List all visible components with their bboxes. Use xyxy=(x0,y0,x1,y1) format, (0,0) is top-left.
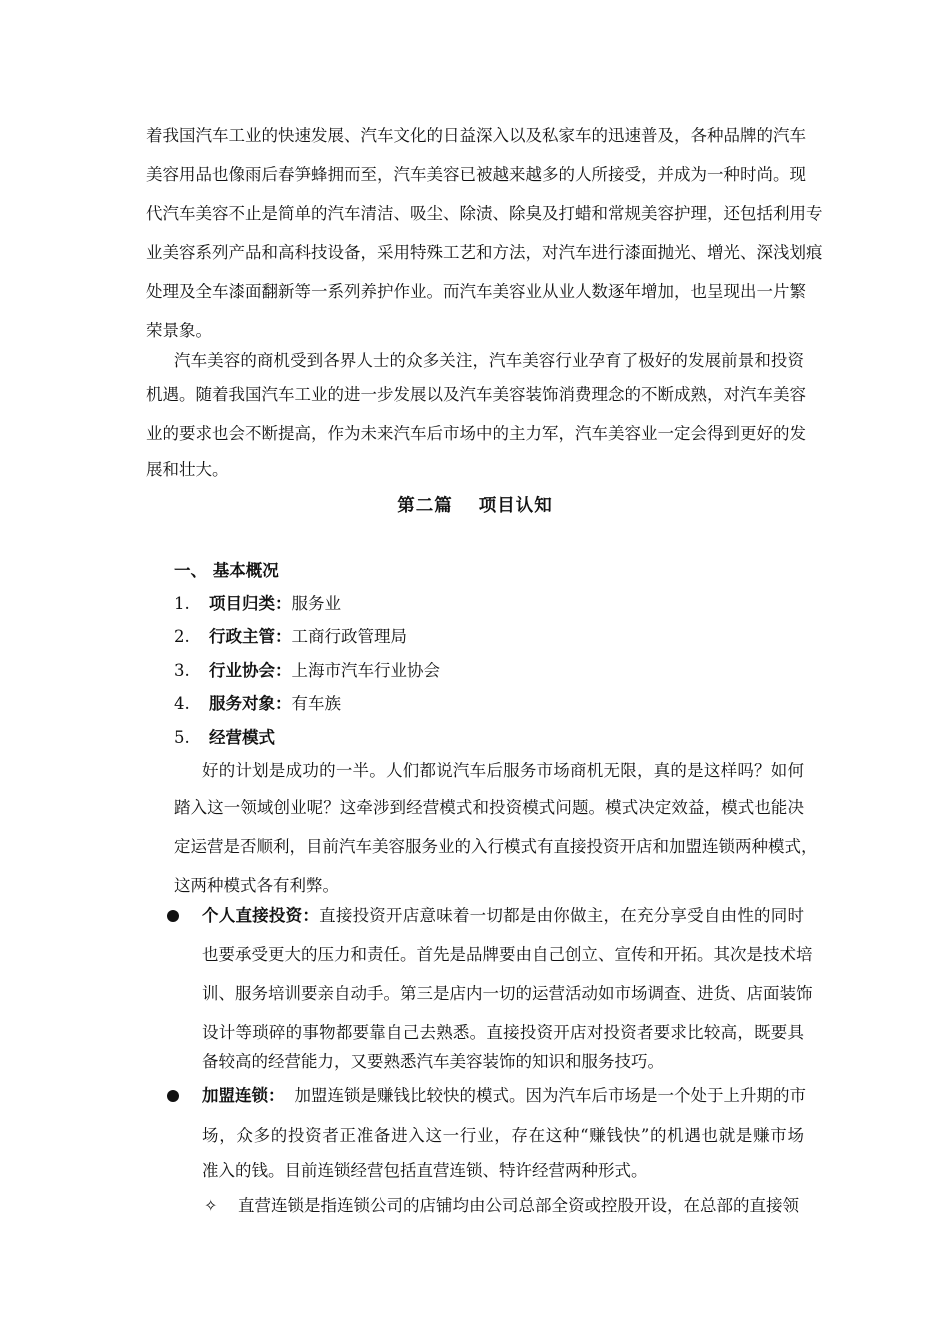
bullet-label: 个人直接投资： xyxy=(202,906,320,925)
item-label: 服务对象： xyxy=(209,694,292,713)
list-item xyxy=(174,694,341,714)
intro-line: 处理及全车漆面翻新等一系列养护作业。而汽车美容业从业人数逐年增加，也呈现出一片繁 xyxy=(146,282,806,301)
intro-line: 荣景象。 xyxy=(146,321,212,340)
item-label: 行政主管： xyxy=(209,627,292,646)
intro-line: 业美容系列产品和高科技设备，采用特殊工艺和方法，对汽车进行漆面抛光、增光、深浅划痕 xyxy=(146,243,823,262)
intro-line: 代汽车美容不止是简单的汽车清洁、吸尘、除渍、除臭及打蜡和常规美容护理，还包括利用专 xyxy=(146,204,823,223)
bullet-line: 场，众多的投资者正准备进入这一行业，存在这种“赚钱快”的机遇也就是赚市场 xyxy=(202,1126,804,1145)
bullet-text: 直接投资开店意味着一切都是由你做主，在充分享受自由性的同时 xyxy=(319,906,805,925)
chapter-title: 项目认知 xyxy=(478,496,553,516)
bullet-line: 设计等琐碎的事物都要靠自己去熟悉。直接投资开店对投资者要求比较高，既要具 xyxy=(202,1023,804,1042)
item-number: 1. xyxy=(174,594,190,613)
intro-line: 业的要求也会不断提高，作为未来汽车后市场中的主力军，汽车美容业一定会得到更好的发 xyxy=(146,424,806,443)
item-value: 工商行政管理局 xyxy=(291,627,407,646)
bullet-text: 加盟连锁是赚钱比较快的模式。因为汽车后市场是一个处于上升期的市 xyxy=(294,1086,806,1105)
section-title: 一、 基本概况 xyxy=(174,561,279,580)
intro-line: 美容用品也像雨后春笋蜂拥而至，汽车美容已被越来越多的人所接受，并成为一种时尚。现 xyxy=(146,165,806,184)
bullet-line: 准入的钱。目前连锁经营包括直营连锁、特许经营两种形式。 xyxy=(202,1161,648,1180)
body-line: 这两种模式各有利弊。 xyxy=(174,876,339,895)
list-item xyxy=(174,661,440,681)
sub-bullet-line: 直营连锁是指连锁公司的店铺均由公司总部全资或控股开设，在总部的直接领 xyxy=(238,1196,799,1215)
item-number: 2. xyxy=(174,627,190,646)
bullet-line xyxy=(202,1086,804,1106)
item-value: 上海市汽车行业协会 xyxy=(291,661,440,680)
body-line: 定运营是否顺利，目前汽车美容服务业的入行模式有直接投资开店和加盟连锁两种模式， xyxy=(174,837,818,856)
bullet-dot xyxy=(167,910,179,922)
intro-line: 着我国汽车工业的快速发展、汽车文化的日益深入以及私家车的迅速普及，各种品牌的汽车 xyxy=(146,126,806,145)
item-label: 经营模式 xyxy=(209,728,275,747)
intro-line: 展和壮大。 xyxy=(146,460,229,479)
item-value: 有车族 xyxy=(291,694,341,713)
item-number: 3. xyxy=(174,661,190,680)
bullet-line xyxy=(202,906,804,926)
item-value: 服务业 xyxy=(291,594,341,613)
intro-line: 机遇。随着我国汽车工业的进一步发展以及汽车美容装饰消费理念的不断成熟，对汽车美容 xyxy=(146,385,806,404)
list-item xyxy=(174,594,341,614)
list-item xyxy=(174,627,407,647)
diamond-bullet-icon: ✧ xyxy=(204,1196,218,1215)
bullet-line: 训、服务培训要亲自动手。第三是店内一切的运营活动如市场调查、进货、店面装饰 xyxy=(202,984,813,1003)
chapter-heading xyxy=(0,492,950,517)
item-number: 5. xyxy=(174,728,190,747)
item-label: 项目归类： xyxy=(209,594,292,613)
intro-line: 汽车美容的商机受到各界人士的众多关注，汽车美容行业孕育了极好的发展前景和投资 xyxy=(174,351,804,370)
body-line: 踏入这一领域创业呢？这牵涉到经营模式和投资模式问题。模式决定效益，模式也能决 xyxy=(174,798,804,817)
item-number: 4. xyxy=(174,694,190,713)
bullet-label: 加盟连锁： xyxy=(202,1086,285,1105)
item-label: 行业协会： xyxy=(209,661,292,680)
chapter-part: 第二篇 xyxy=(397,496,453,516)
bullet-dot xyxy=(167,1090,179,1102)
list-item xyxy=(174,728,275,748)
body-line: 好的计划是成功的一半。人们都说汽车后服务市场商机无限，真的是这样吗？如何 xyxy=(202,761,804,780)
bullet-line: 也要承受更大的压力和责任。首先是品牌要由自己创立、宣传和开拓。其次是技术培 xyxy=(202,945,813,964)
bullet-line: 备较高的经营能力，又要熟悉汽车美容装饰的知识和服务技巧。 xyxy=(202,1052,664,1071)
